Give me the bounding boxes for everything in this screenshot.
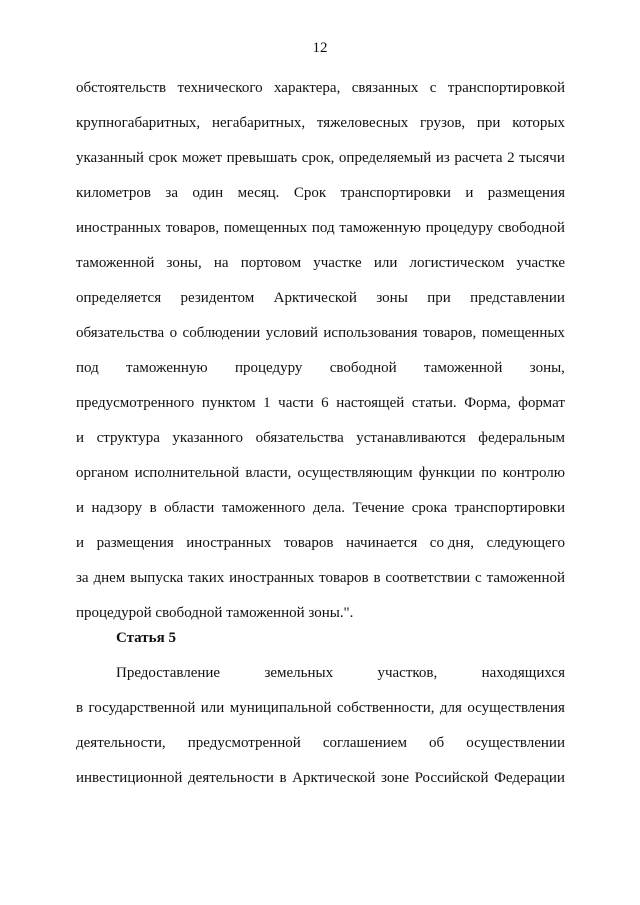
word: Срок bbox=[293, 185, 327, 201]
word: иностранных bbox=[76, 220, 162, 236]
word: соответствии bbox=[385, 570, 471, 586]
text-line bbox=[76, 106, 565, 141]
word: следующего bbox=[486, 535, 565, 551]
word: Арктической bbox=[292, 770, 376, 786]
text-line bbox=[76, 281, 565, 316]
word: деятельности, bbox=[76, 735, 166, 751]
word: начинается bbox=[345, 535, 418, 551]
word: месяц. bbox=[237, 185, 280, 201]
word: таможенного bbox=[221, 500, 306, 516]
word: помещенных bbox=[481, 325, 565, 341]
text-line bbox=[76, 141, 565, 176]
word: таможенной bbox=[486, 570, 565, 586]
word: негабаритных, bbox=[211, 115, 306, 131]
text-line bbox=[76, 211, 565, 246]
word: обстоятельств bbox=[76, 80, 167, 96]
word: зоны bbox=[376, 290, 408, 306]
word: таможенную bbox=[339, 220, 421, 236]
word: со дня, bbox=[429, 535, 474, 551]
word: резидентом bbox=[180, 290, 255, 306]
word: свободной bbox=[329, 360, 397, 376]
word: власти, bbox=[245, 465, 292, 481]
word: статьи. bbox=[411, 395, 457, 411]
word: зоны, bbox=[166, 255, 202, 271]
word: предусмотренной bbox=[187, 735, 301, 751]
word: земельных bbox=[264, 665, 334, 681]
word: участков, bbox=[377, 665, 438, 681]
word: муниципальной bbox=[229, 700, 332, 716]
word: с bbox=[475, 570, 482, 586]
word: 1 bbox=[263, 395, 271, 411]
word: может bbox=[182, 150, 223, 166]
word: днем bbox=[93, 570, 126, 586]
word: процедуру bbox=[425, 220, 494, 236]
word: Арктической bbox=[273, 290, 357, 306]
word: дела. bbox=[312, 500, 346, 516]
word: находящихся bbox=[481, 665, 565, 681]
word: срока bbox=[411, 500, 448, 516]
word: характера, bbox=[274, 80, 341, 96]
word: настоящей bbox=[336, 395, 405, 411]
text-line bbox=[76, 71, 565, 106]
word: размещения bbox=[487, 185, 565, 201]
word: иностранных bbox=[229, 570, 315, 586]
text-line bbox=[76, 691, 565, 726]
word: иностранных bbox=[186, 535, 272, 551]
word: крупногабаритных, bbox=[76, 115, 201, 131]
word: под bbox=[76, 360, 99, 376]
word: области bbox=[164, 500, 215, 516]
word: грузов, bbox=[420, 115, 466, 131]
word: федеральным bbox=[478, 430, 565, 446]
text-line bbox=[76, 726, 565, 761]
word: части bbox=[278, 395, 314, 411]
word: осуществления bbox=[467, 700, 565, 716]
word: собственности, bbox=[336, 700, 435, 716]
word: которых bbox=[512, 115, 565, 131]
word: превышать bbox=[226, 150, 298, 166]
word: при bbox=[476, 115, 501, 131]
word: при bbox=[427, 290, 451, 306]
word: зоны, bbox=[529, 360, 565, 376]
text-line bbox=[76, 761, 565, 796]
word: осуществляющим bbox=[297, 465, 413, 481]
word: формат bbox=[518, 395, 565, 411]
word: таможенную bbox=[126, 360, 208, 376]
word: в bbox=[76, 700, 84, 716]
word: устанавливаются bbox=[356, 430, 466, 446]
word: обязательства bbox=[255, 430, 344, 446]
word: участке bbox=[313, 255, 362, 271]
word: контролю bbox=[502, 465, 565, 481]
word: один bbox=[192, 185, 224, 201]
word: товаров, bbox=[423, 325, 477, 341]
word: по bbox=[481, 465, 497, 481]
text-line bbox=[76, 456, 565, 491]
word: процедуру bbox=[234, 360, 303, 376]
word: Форма, bbox=[464, 395, 511, 411]
word: за bbox=[165, 185, 178, 201]
text-line bbox=[76, 561, 565, 596]
word: и bbox=[465, 185, 474, 201]
word: 2 bbox=[507, 150, 515, 166]
word: за bbox=[76, 570, 89, 586]
word: представлении bbox=[470, 290, 565, 306]
text-line bbox=[76, 491, 565, 526]
paragraph-article-5 bbox=[76, 656, 565, 796]
text-line bbox=[76, 656, 565, 691]
article-heading-line bbox=[76, 621, 565, 656]
word: осуществлении bbox=[466, 735, 565, 751]
word: транспортировки bbox=[454, 500, 565, 516]
word: для bbox=[439, 700, 462, 716]
word: надзору bbox=[91, 500, 143, 516]
word: зоне bbox=[380, 770, 410, 786]
word: соглашением bbox=[322, 735, 407, 751]
word: об bbox=[429, 735, 445, 751]
word: логистическом bbox=[409, 255, 505, 271]
word: технического bbox=[177, 80, 263, 96]
word: тяжеловесных bbox=[316, 115, 409, 131]
word: Российской bbox=[414, 770, 489, 786]
word: на bbox=[213, 255, 229, 271]
word: соблюдении bbox=[182, 325, 261, 341]
word: таких bbox=[188, 570, 225, 586]
text-line bbox=[76, 176, 565, 211]
word: указанный bbox=[76, 150, 144, 166]
text-line bbox=[76, 526, 565, 561]
word: под bbox=[311, 220, 335, 236]
word: деятельности bbox=[188, 770, 274, 786]
word: в bbox=[373, 570, 381, 586]
word: и bbox=[76, 430, 85, 446]
word: пунктом bbox=[201, 395, 256, 411]
word: Течение bbox=[352, 500, 405, 516]
word: с bbox=[429, 80, 437, 96]
paragraph-continuation bbox=[76, 71, 565, 631]
word: расчета bbox=[454, 150, 503, 166]
word: функции bbox=[418, 465, 475, 481]
word: и bbox=[76, 500, 85, 516]
text-line bbox=[76, 421, 565, 456]
word: органом bbox=[76, 465, 129, 481]
word: товаров, bbox=[165, 220, 220, 236]
word: и bbox=[76, 535, 85, 551]
word: товаров bbox=[283, 535, 334, 551]
article-heading-block bbox=[76, 621, 565, 656]
word: предусмотренного bbox=[76, 395, 195, 411]
word: товаров bbox=[319, 570, 369, 586]
word: 6 bbox=[321, 395, 329, 411]
word: государственной bbox=[88, 700, 196, 716]
word: связанных bbox=[351, 80, 419, 96]
word: километров bbox=[76, 185, 151, 201]
last-line-text: процедурой свободной таможенной зоны.". bbox=[76, 605, 354, 621]
article-heading: Статья 5 bbox=[116, 630, 176, 646]
word: свободной bbox=[497, 220, 565, 236]
word: определяется bbox=[76, 290, 162, 306]
word: помещенных bbox=[223, 220, 308, 236]
word: таможенной bbox=[424, 360, 503, 376]
word: или bbox=[200, 700, 225, 716]
word: Предоставление bbox=[116, 665, 221, 681]
word: тысячи bbox=[519, 150, 565, 166]
text-line bbox=[76, 316, 565, 351]
text-line bbox=[76, 351, 565, 386]
text-line bbox=[76, 386, 565, 421]
word: участке bbox=[516, 255, 565, 271]
word: транспортировки bbox=[340, 185, 451, 201]
word: размещения bbox=[96, 535, 174, 551]
word: в bbox=[279, 770, 287, 786]
word: из bbox=[435, 150, 450, 166]
word: о bbox=[169, 325, 178, 341]
word: использования bbox=[323, 325, 418, 341]
word: исполнительной bbox=[134, 465, 240, 481]
word: в bbox=[149, 500, 157, 516]
word: выпуска bbox=[130, 570, 184, 586]
word: таможенной bbox=[76, 255, 155, 271]
word: условий bbox=[265, 325, 318, 341]
word: срок bbox=[148, 150, 178, 166]
word: транспортировкой bbox=[447, 80, 565, 96]
word: обязательства bbox=[76, 325, 165, 341]
word: Федерации bbox=[494, 770, 565, 786]
word: портовом bbox=[240, 255, 302, 271]
word: или bbox=[373, 255, 398, 271]
word: структура bbox=[96, 430, 160, 446]
word: срок, bbox=[301, 150, 335, 166]
word: определяемый bbox=[338, 150, 432, 166]
word: указанного bbox=[172, 430, 244, 446]
word: инвестиционной bbox=[76, 770, 183, 786]
text-line bbox=[76, 246, 565, 281]
page-number: 12 bbox=[312, 40, 328, 56]
